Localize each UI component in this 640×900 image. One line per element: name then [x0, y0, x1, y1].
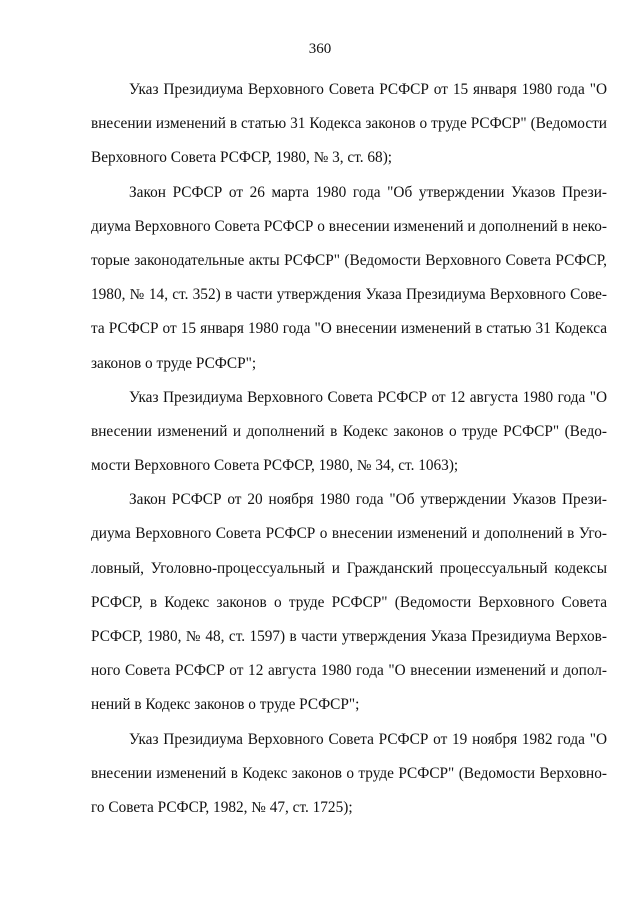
paragraph — [91, 381, 607, 484]
text-line: ного Совета РСФСР от 12 августа 1980 года "О внесении изменений и допол- — [91, 662, 607, 680]
text-line: Указ Президиума Верховного Совета РСФСР от 19 ноября 1982 года "О — [129, 730, 607, 748]
text-line: внесении изменений в статью 31 Кодекса законов о труде РСФСР" (Ведомости — [91, 115, 607, 133]
text-line: РСФСР, 1980, № 48, ст. 1597) в части утверждения Указа Президиума Верхов- — [91, 628, 607, 645]
text-line: внесении изменений и дополнений в Кодекс законов о труде РСФСР" (Ведо- — [91, 422, 607, 440]
text-line: мости Верховного Совета РСФСР, 1980, № 34, ст. 1063); — [91, 457, 459, 475]
text-line: 1980, № 14, ст. 352) в части утверждения Указа Президиума Верховного Сове- — [91, 286, 607, 304]
text-line: торые законодательные акты РСФСР" (Ведомости Верховного Совета РСФСР, — [91, 251, 607, 269]
text-line: Закон РСФСР от 20 ноября 1980 года "Об утверждении Указов Прези- — [129, 491, 607, 509]
paragraph — [91, 483, 607, 722]
text-line: та РСФСР от 15 января 1980 года "О внесении изменений в статью 31 Кодекса — [91, 320, 607, 338]
document-body — [91, 73, 607, 825]
text-line: Верховного Совета РСФСР, 1980, № 3, ст. 68); — [91, 149, 393, 167]
text-line: Указ Президиума Верховного Совета РСФСР от 12 августа 1980 года "О — [129, 388, 607, 406]
paragraph — [91, 176, 607, 381]
text-line: РСФСР, в Кодекс законов о труде РСФСР" (Ведомости Верховного Совета — [91, 593, 607, 611]
text-line: внесении изменений в Кодекс законов о труде РСФСР" (Ведомости Верховно- — [91, 764, 607, 782]
paragraph — [91, 73, 607, 176]
text-line: нений в Кодекс законов о труде РСФСР"; — [91, 696, 360, 714]
paragraph — [91, 723, 607, 826]
text-line: диума Верховного Совета РСФСР о внесении изменений и дополнений в Уго- — [91, 525, 607, 543]
text-line: законов о труде РСФСР"; — [91, 354, 257, 372]
text-line: диума Верховного Совета РСФСР о внесении изменений и дополнений в неко- — [91, 217, 607, 235]
text-line: го Совета РСФСР, 1982, № 47, ст. 1725); — [91, 798, 353, 816]
page-number: 360 — [308, 41, 332, 57]
text-line: ловный, Уголовно-процессуальный и Гражданский процессуальный кодексы — [91, 559, 607, 577]
text-line: Указ Президиума Верховного Совета РСФСР от 15 января 1980 года "О — [129, 81, 607, 98]
text-line: Закон РСФСР от 26 марта 1980 года "Об утверждении Указов Прези- — [129, 183, 607, 201]
